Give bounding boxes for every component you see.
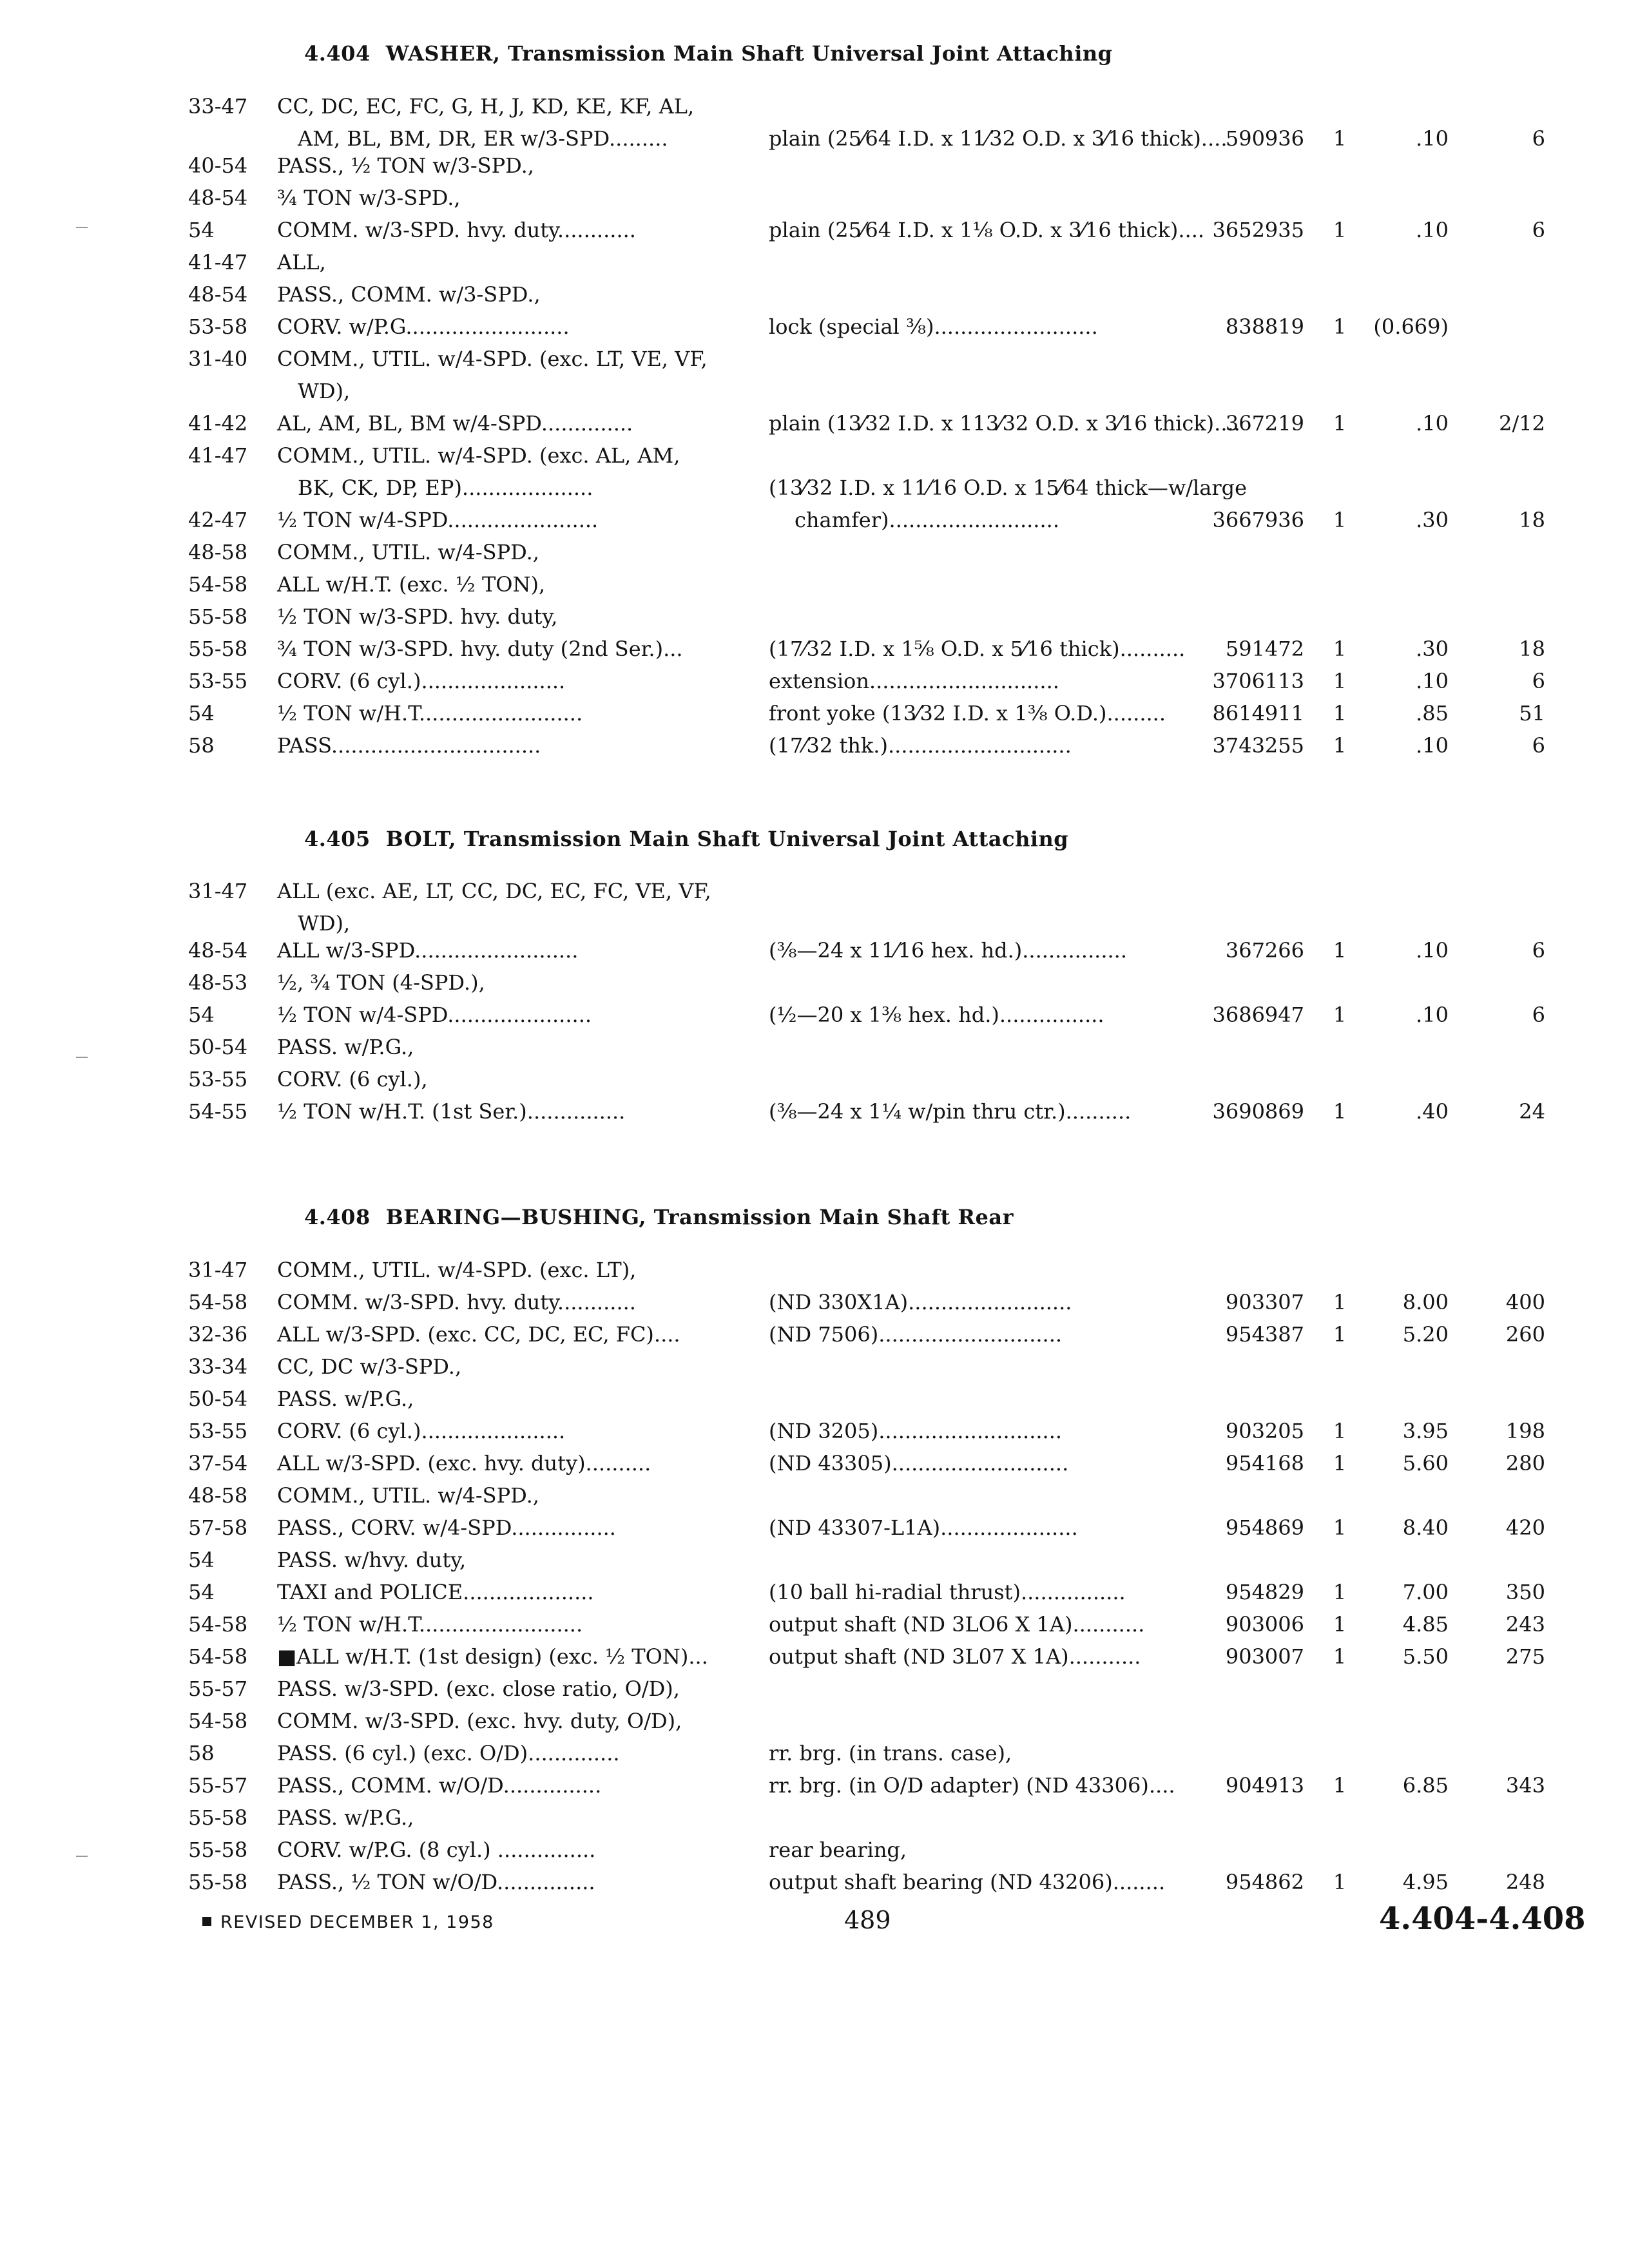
page-number: 489 <box>844 1906 891 1934</box>
year-range: 54-55 <box>188 1099 248 1124</box>
application: ¾ TON w/3-SPD. hvy. duty (2nd Ser.)... <box>277 637 683 661</box>
parts-row <box>0 875 1629 907</box>
part-number: 954862 <box>1225 1870 1304 1894</box>
quantity: 1 <box>1333 126 1347 151</box>
price: 4.95 <box>1402 1870 1449 1894</box>
description: plain (13⁄32 I.D. x 113⁄32 O.D. x 3⁄16 thick).... <box>769 411 1240 436</box>
parts-row <box>0 343 1629 375</box>
parts-row <box>0 697 1629 729</box>
part-number: 3652935 <box>1212 218 1304 242</box>
application: PASS. w/P.G., <box>277 1387 414 1411</box>
parts-row <box>0 504 1629 536</box>
year-range: 55-57 <box>188 1677 248 1701</box>
parts-row <box>0 966 1629 999</box>
quantity: 1 <box>1333 1419 1347 1443</box>
list-price: 6 <box>1532 126 1545 151</box>
application: ■ALL w/H.T. (1st design) (exc. ½ TON)... <box>277 1644 708 1669</box>
description: output shaft (ND 3LO6 X 1A)........... <box>769 1612 1145 1637</box>
quantity: 1 <box>1333 1773 1347 1798</box>
year-range: 54 <box>188 701 215 726</box>
description: plain (25⁄64 I.D. x 1⅛ O.D. x 3⁄16 thick).... <box>769 218 1205 242</box>
price: 5.50 <box>1402 1644 1449 1669</box>
year-range: 58 <box>188 1741 215 1765</box>
application: CC, DC w/3-SPD., <box>277 1354 462 1379</box>
price: 3.95 <box>1402 1419 1449 1443</box>
list-price: 18 <box>1519 637 1545 661</box>
year-range: 58 <box>188 733 215 758</box>
parts-row <box>0 1286 1629 1318</box>
application: CORV. (6 cyl.)...................... <box>277 1419 566 1443</box>
parts-row <box>0 665 1629 697</box>
description: (ND 43307-L1A)..................... <box>769 1515 1078 1540</box>
part-number: 838819 <box>1225 314 1304 339</box>
parts-row <box>0 1350 1629 1383</box>
parts-row <box>0 278 1629 311</box>
price: .30 <box>1416 637 1449 661</box>
description: (17⁄32 thk.)............................ <box>769 733 1072 758</box>
year-range: 54-58 <box>188 572 248 597</box>
quantity: 1 <box>1333 314 1347 339</box>
parts-row <box>0 214 1629 246</box>
price: 8.40 <box>1402 1515 1449 1540</box>
list-price: 243 <box>1505 1612 1545 1637</box>
year-range: 55-57 <box>188 1773 248 1798</box>
application: PASS. w/P.G., <box>277 1805 414 1830</box>
application: COMM. w/3-SPD. hvy. duty............ <box>277 218 636 242</box>
parts-row <box>0 633 1629 665</box>
description: chamfer).......................... <box>795 508 1059 532</box>
application: ALL w/3-SPD......................... <box>277 938 579 963</box>
quantity: 1 <box>1333 733 1347 758</box>
parts-row <box>0 1834 1629 1866</box>
revision-note <box>202 1912 494 1932</box>
year-range: 40-54 <box>188 153 248 178</box>
section-title <box>304 827 1068 851</box>
section-range: 4.404-4.408 <box>1379 1901 1586 1937</box>
part-number: 3690869 <box>1212 1099 1304 1124</box>
list-price: 280 <box>1505 1451 1545 1475</box>
description: (½—20 x 1⅜ hex. hd.)................ <box>769 1003 1104 1027</box>
application: ½ TON w/4-SPD...................... <box>277 1003 592 1027</box>
price: .85 <box>1416 701 1449 726</box>
parts-row <box>0 472 1629 504</box>
parts-row <box>0 601 1629 633</box>
part-number: 954387 <box>1225 1322 1304 1347</box>
description: (10 ball hi-radial thrust)................ <box>769 1580 1126 1604</box>
part-number: 8614911 <box>1212 701 1304 726</box>
description: rear bearing, <box>769 1838 907 1862</box>
application: CORV. w/P.G......................... <box>277 314 570 339</box>
part-number: 3667936 <box>1212 508 1304 532</box>
year-range: 48-58 <box>188 1483 248 1508</box>
year-range: 42-47 <box>188 508 248 532</box>
description: (13⁄32 I.D. x 11⁄16 O.D. x 15⁄64 thick—w/large <box>769 476 1248 500</box>
part-number: 903307 <box>1225 1290 1304 1314</box>
parts-row <box>0 999 1629 1031</box>
description: front yoke (13⁄32 I.D. x 1⅜ O.D.)......... <box>769 701 1166 726</box>
parts-row <box>0 1705 1629 1737</box>
year-range: 48-53 <box>188 970 248 995</box>
application: PASS., COMM. w/O/D............... <box>277 1773 602 1798</box>
parts-row <box>0 439 1629 472</box>
quantity: 1 <box>1333 637 1347 661</box>
parts-row <box>0 182 1629 214</box>
application: ½ TON w/3-SPD. hvy. duty, <box>277 604 558 629</box>
quantity: 1 <box>1333 411 1347 436</box>
quantity: 1 <box>1333 1612 1347 1637</box>
year-range: 54 <box>188 1580 215 1604</box>
parts-row <box>0 1095 1629 1128</box>
margin-mark <box>76 227 88 228</box>
quantity: 1 <box>1333 1644 1347 1669</box>
parts-row <box>0 1031 1629 1063</box>
list-price: 260 <box>1505 1322 1545 1347</box>
part-number: 903205 <box>1225 1419 1304 1443</box>
description: (⅜—24 x 1¼ w/pin thru ctr.).......... <box>769 1099 1132 1124</box>
year-range: 48-54 <box>188 282 248 307</box>
section-number: 4.408 <box>304 1205 371 1229</box>
application: AM, BL, BM, DR, ER w/3-SPD......... <box>298 126 668 151</box>
year-range: 54 <box>188 1548 215 1572</box>
price: 5.20 <box>1402 1322 1449 1347</box>
parts-row <box>0 1447 1629 1479</box>
year-range: 33-47 <box>188 94 248 119</box>
description: (ND 43305)........................... <box>769 1451 1069 1475</box>
section-number: 4.405 <box>304 827 371 851</box>
description: (ND 330X1A)......................... <box>769 1290 1072 1314</box>
quantity: 1 <box>1333 1322 1347 1347</box>
year-range: 53-58 <box>188 314 248 339</box>
quantity: 1 <box>1333 669 1347 693</box>
year-range: 55-58 <box>188 637 248 661</box>
year-range: 54-58 <box>188 1644 248 1669</box>
application: ALL w/3-SPD. (exc. hvy. duty).......... <box>277 1451 651 1475</box>
application: COMM. w/3-SPD. hvy. duty............ <box>277 1290 636 1314</box>
price: .10 <box>1416 218 1449 242</box>
parts-row <box>0 1254 1629 1286</box>
part-number: 3743255 <box>1212 733 1304 758</box>
price: 8.00 <box>1402 1290 1449 1314</box>
application: PASS., ½ TON w/3-SPD., <box>277 153 534 178</box>
price: 6.85 <box>1402 1773 1449 1798</box>
application: COMM., UTIL. w/4-SPD., <box>277 1483 539 1508</box>
year-range: 31-40 <box>188 347 248 371</box>
year-range: 53-55 <box>188 1419 248 1443</box>
year-range: 41-47 <box>188 443 248 468</box>
part-number: 367219 <box>1225 411 1304 436</box>
price: .10 <box>1416 669 1449 693</box>
list-price: 6 <box>1532 733 1545 758</box>
list-price: 6 <box>1532 1003 1545 1027</box>
application: CORV. (6 cyl.)...................... <box>277 669 566 693</box>
parts-row <box>0 1576 1629 1608</box>
year-range: 54-58 <box>188 1612 248 1637</box>
description: (⅜—24 x 11⁄16 hex. hd.)................ <box>769 938 1127 963</box>
year-range: 53-55 <box>188 669 248 693</box>
quantity: 1 <box>1333 1580 1347 1604</box>
application: ½, ¾ TON (4-SPD.), <box>277 970 485 995</box>
list-price: 24 <box>1519 1099 1545 1124</box>
year-range: 54 <box>188 1003 215 1027</box>
price: 4.85 <box>1402 1612 1449 1637</box>
quantity: 1 <box>1333 1290 1347 1314</box>
application: WD), <box>298 379 351 403</box>
year-range: 48-58 <box>188 540 248 564</box>
description: rr. brg. (in O/D adapter) (ND 43306).... <box>769 1773 1175 1798</box>
parts-row <box>0 1063 1629 1095</box>
parts-row <box>0 149 1629 182</box>
list-price: 51 <box>1519 701 1545 726</box>
parts-row <box>0 1415 1629 1447</box>
part-number: 954869 <box>1225 1515 1304 1540</box>
application: ½ TON w/H.T......................... <box>277 701 583 726</box>
application: CORV. w/P.G. (8 cyl.) ............... <box>277 1838 596 1862</box>
year-range: 55-58 <box>188 604 248 629</box>
application: AL, AM, BL, BM w/4-SPD.............. <box>277 411 633 436</box>
year-range: 55-58 <box>188 1805 248 1830</box>
list-price: 350 <box>1505 1580 1545 1604</box>
description: extension............................. <box>769 669 1059 693</box>
part-number: 954168 <box>1225 1451 1304 1475</box>
application: PASS., COMM. w/3-SPD., <box>277 282 541 307</box>
quantity: 1 <box>1333 1515 1347 1540</box>
year-range: 57-58 <box>188 1515 248 1540</box>
parts-row <box>0 729 1629 762</box>
part-number: 903006 <box>1225 1612 1304 1637</box>
application: CC, DC, EC, FC, G, H, J, KD, KE, KF, AL, <box>277 94 695 119</box>
price: .30 <box>1416 508 1449 532</box>
part-number: 367266 <box>1225 938 1304 963</box>
price: .10 <box>1416 733 1449 758</box>
parts-row <box>0 1544 1629 1576</box>
price: 5.60 <box>1402 1451 1449 1475</box>
application: PASS., CORV. w/4-SPD................ <box>277 1515 616 1540</box>
price: .40 <box>1416 1099 1449 1124</box>
year-range: 37-54 <box>188 1451 248 1475</box>
revision-bullet-icon <box>202 1917 211 1926</box>
application: PASS. w/hvy. duty, <box>277 1548 467 1572</box>
part-number: 954829 <box>1225 1580 1304 1604</box>
application: ½ TON w/H.T. (1st Ser.)............... <box>277 1099 626 1124</box>
quantity: 1 <box>1333 1099 1347 1124</box>
application: COMM., UTIL. w/4-SPD. (exc. LT, VE, VF, <box>277 347 708 371</box>
quantity: 1 <box>1333 508 1347 532</box>
section-title <box>304 41 1112 66</box>
price: .10 <box>1416 938 1449 963</box>
list-price: 400 <box>1505 1290 1545 1314</box>
application: CORV. (6 cyl.), <box>277 1067 428 1091</box>
section-heading: BEARING—BUSHING, Transmission Main Shaft Rear <box>385 1205 1014 1229</box>
application: COMM., UTIL. w/4-SPD. (exc. AL, AM, <box>277 443 680 468</box>
application: ALL w/3-SPD. (exc. CC, DC, EC, FC).... <box>277 1322 680 1347</box>
quantity: 1 <box>1333 1870 1347 1894</box>
description: (ND 7506)............................ <box>769 1322 1063 1347</box>
description: output shaft bearing (ND 43206)........ <box>769 1870 1166 1894</box>
year-range: 31-47 <box>188 879 248 903</box>
section-number: 4.404 <box>304 41 371 66</box>
parts-row <box>0 246 1629 278</box>
description: lock (special ⅜)......................... <box>769 314 1098 339</box>
application: ½ TON w/H.T......................... <box>277 1612 583 1637</box>
parts-row <box>0 1737 1629 1769</box>
year-range: 55-58 <box>188 1870 248 1894</box>
year-range: 55-58 <box>188 1838 248 1862</box>
part-number: 590936 <box>1225 126 1304 151</box>
parts-row <box>0 1512 1629 1544</box>
section-title <box>304 1205 1014 1229</box>
parts-row <box>0 311 1629 343</box>
section-heading: BOLT, Transmission Main Shaft Universal Joint Attaching <box>385 827 1069 851</box>
list-price: 343 <box>1505 1773 1545 1798</box>
year-range: 53-55 <box>188 1067 248 1091</box>
list-price: 6 <box>1532 938 1545 963</box>
year-range: 54-58 <box>188 1709 248 1733</box>
year-range: 48-54 <box>188 938 248 963</box>
year-range: 54-58 <box>188 1290 248 1314</box>
application: ALL w/H.T. (exc. ½ TON), <box>277 572 546 597</box>
parts-row <box>0 1673 1629 1705</box>
year-range: 41-47 <box>188 250 248 274</box>
section-heading: WASHER, Transmission Main Shaft Universal Joint Attaching <box>385 41 1113 66</box>
part-number: 904913 <box>1225 1773 1304 1798</box>
list-price: 420 <box>1505 1515 1545 1540</box>
part-number: 3686947 <box>1212 1003 1304 1027</box>
year-range: 48-54 <box>188 186 248 210</box>
list-price: 2/12 <box>1499 411 1545 436</box>
application: COMM., UTIL. w/4-SPD., <box>277 540 539 564</box>
parts-row <box>0 407 1629 439</box>
application: PASS. (6 cyl.) (exc. O/D).............. <box>277 1741 620 1765</box>
application: ½ TON w/4-SPD....................... <box>277 508 599 532</box>
parts-row <box>0 1479 1629 1512</box>
part-number: 3706113 <box>1212 669 1304 693</box>
quantity: 1 <box>1333 701 1347 726</box>
application: PASS................................ <box>277 733 541 758</box>
list-price: 248 <box>1505 1870 1545 1894</box>
year-range: 50-54 <box>188 1035 248 1059</box>
application: ALL, <box>277 250 326 274</box>
application: PASS. w/P.G., <box>277 1035 414 1059</box>
application: PASS. w/3-SPD. (exc. close ratio, O/D), <box>277 1677 680 1701</box>
parts-row <box>0 536 1629 568</box>
application: ALL (exc. AE, LT, CC, DC, EC, FC, VE, VF, <box>277 879 711 903</box>
parts-row <box>0 1769 1629 1802</box>
quantity: 1 <box>1333 1451 1347 1475</box>
parts-row <box>0 934 1629 966</box>
price: (0.669) <box>1373 314 1449 339</box>
parts-row <box>0 1318 1629 1350</box>
application: WD), <box>298 911 351 936</box>
parts-row <box>0 375 1629 407</box>
list-price: 198 <box>1505 1419 1545 1443</box>
revision-text: REVISED DECEMBER 1, 1958 <box>220 1912 494 1932</box>
quantity: 1 <box>1333 1003 1347 1027</box>
year-range: 41-42 <box>188 411 248 436</box>
year-range: 31-47 <box>188 1258 248 1282</box>
application: TAXI and POLICE.................... <box>277 1580 594 1604</box>
margin-mark <box>76 1057 88 1058</box>
parts-row <box>0 568 1629 601</box>
price: 7.00 <box>1402 1580 1449 1604</box>
list-price: 18 <box>1519 508 1545 532</box>
part-number: 591472 <box>1225 637 1304 661</box>
description: (17⁄32 I.D. x 1⅝ O.D. x 5⁄16 thick).......... <box>769 637 1186 661</box>
quantity: 1 <box>1333 218 1347 242</box>
application: ¾ TON w/3-SPD., <box>277 186 461 210</box>
description: rr. brg. (in trans. case), <box>769 1741 1012 1765</box>
application: BK, CK, DP, EP).................... <box>298 476 593 500</box>
year-range: 32-36 <box>188 1322 248 1347</box>
application: COMM., UTIL. w/4-SPD. (exc. LT), <box>277 1258 637 1282</box>
description: plain (25⁄64 I.D. x 11⁄32 O.D. x 3⁄16 thick).... <box>769 126 1228 151</box>
description: output shaft (ND 3L07 X 1A)........... <box>769 1644 1141 1669</box>
parts-row <box>0 90 1629 122</box>
year-range: 54 <box>188 218 215 242</box>
parts-row <box>0 1383 1629 1415</box>
part-number: 903007 <box>1225 1644 1304 1669</box>
list-price: 6 <box>1532 669 1545 693</box>
year-range: 33-34 <box>188 1354 248 1379</box>
parts-row <box>0 1608 1629 1640</box>
price: .10 <box>1416 1003 1449 1027</box>
quantity: 1 <box>1333 938 1347 963</box>
year-range: 50-54 <box>188 1387 248 1411</box>
price: .10 <box>1416 126 1449 151</box>
list-price: 6 <box>1532 218 1545 242</box>
parts-row <box>0 1640 1629 1673</box>
price: .10 <box>1416 411 1449 436</box>
parts-row <box>0 1866 1629 1898</box>
description: (ND 3205)............................ <box>769 1419 1063 1443</box>
margin-mark <box>76 1856 88 1857</box>
parts-row <box>0 1802 1629 1834</box>
list-price: 275 <box>1505 1644 1545 1669</box>
application: COMM. w/3-SPD. (exc. hvy. duty, O/D), <box>277 1709 682 1733</box>
application: PASS., ½ TON w/O/D............... <box>277 1870 595 1894</box>
